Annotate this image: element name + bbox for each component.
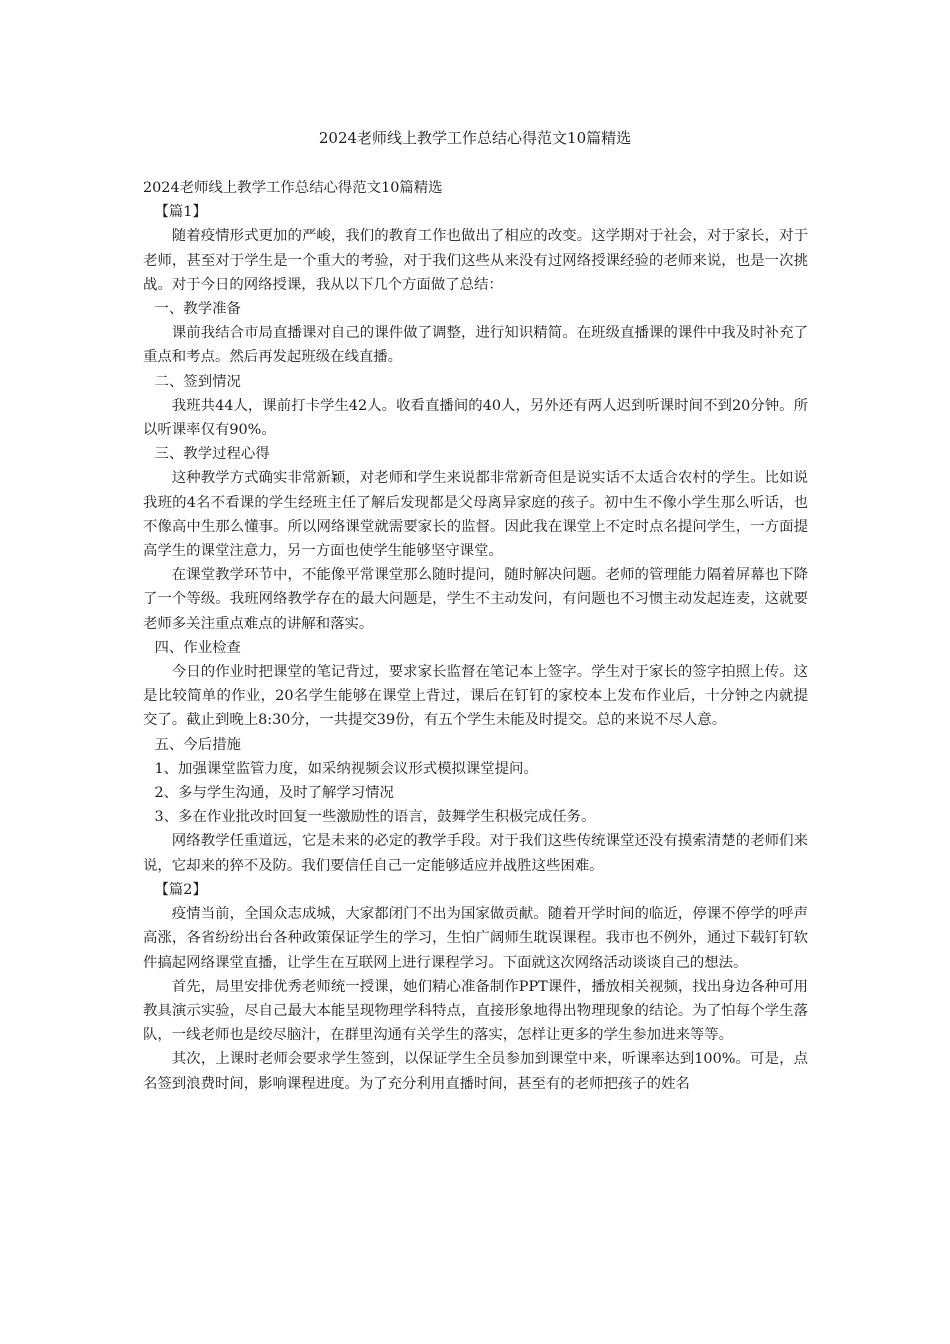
paragraph: 2、多与学生沟通，及时了解学习情况 [154, 785, 394, 802]
paragraph: 2024老师线上教学工作总结心得范文10篇精选 [143, 180, 443, 196]
paragraph: 一、教学准备 [154, 301, 241, 318]
paragraph: 疫情当前，全国众志成城，大家都闭门不出为国家做贡献。随着开学时间的临近，停课不停学的呼声高涨，各省纷纷出台各种政策保证学生的学习，生怕广阔师生耽误课程。我市也不例外，通过下载钉钉软件搞起网络课堂直播，让学生在互联网上进行课程学习。下面就这次网络活动谈谈自己的想法。 [143, 906, 808, 971]
document-title: 2024老师线上教学工作总结心得范文10篇精选 [318, 129, 632, 147]
paragraph: 【篇2】 [154, 881, 207, 898]
paragraph: 首先，局里安排优秀老师统一授课，她们精心准备制作PPT课件，播放相关视频，找出身边各种可用教具演示实验，尽自己最大本能呈现物理学科特点，直接形象地得出物理现象的结论。为了怕每个学生落队，一线老师也是绞尽脑汁，在群里沟通有关学生的落实，怎样让更多的学生参加进来等等。 [143, 978, 808, 1044]
paragraph: 五、今后措施 [154, 736, 241, 753]
document-body [143, 176, 808, 1096]
paragraph: 网络教学任重道远，它是未来的必定的教学手段。对于我们这些传统课堂还没有摸索清楚的老师们来说，它却来的猝不及防。我们要信任自己一定能够适应并战胜这些困难。 [143, 833, 808, 874]
paragraph: 1、加强课堂监管力度，如采纳视频会议形式模拟课堂提问。 [154, 760, 538, 777]
paragraph: 其次，上课时老师会要求学生签到，以保证学生全员参加到课堂中来，听课率达到100%。可是，点名签到浪费时间，影响课程进度。为了充分利用直播时间，甚至有的老师把孩子的姓名 [143, 1051, 808, 1092]
paragraph: 这种教学方式确实非常新颖，对老师和学生来说都非常新奇但是说实话不太适合农村的学生。比如说我班的4名不看课的学生经班主任了解后发现都是父母离异家庭的孩子。初中生不像小学生那么听话，也不像高中生那么懂事。所以网络课堂就需要家长的监督。因此我在课堂上不定时点名提问学生，一方面提高学生的课堂注意力，另一方面也使学生能够坚守课堂。 [143, 470, 808, 560]
paragraph: 我班共44人，课前打卡学生42人。收看直播间的40人，另外还有两人迟到听课时间不到20分钟。所以听课率仅有90%。 [143, 397, 808, 439]
paragraph: 【篇1】 [154, 204, 207, 221]
paragraph: 二、签到情况 [154, 373, 241, 390]
paragraph: 在课堂教学环节中，不能像平常课堂那么随时提问，随时解决问题。老师的管理能力隔着屏幕也下降了一个等级。我班网络教学存在的最大问题是，学生不主动发问，有问题也不习惯主动发起连麦，这就要老师多关注重点难点的讲解和落实。 [143, 567, 808, 632]
paragraph: 三、教学过程心得 [154, 446, 270, 463]
paragraph: 四、作业检查 [154, 639, 241, 656]
paragraph: 3、多在作业批改时回复一些激励性的语言，鼓舞学生积极完成任务。 [154, 809, 596, 826]
paragraph: 今日的作业时把课堂的笔记背过，要求家长监督在笔记本上签字。学生对于家长的签字拍照上传。这是比较简单的作业，20名学生能够在课堂上背过，课后在钉钉的家校本上发布作业后，十分钟之内就提交了。截止到晚上8:30分，一共提交39份，有五个学生未能及时提交。总的来说不尽人意。 [143, 664, 808, 729]
paragraph: 随着疫情形式更加的严峻，我们的教育工作也做出了相应的改变。这学期对于社会，对于家长，对于老师，甚至对于学生是一个重大的考验，对于我们这些从来没有过网络授课经验的老师来说，也是一次挑战。对于今日的网络授课，我从以下几个方面做了总结： [143, 228, 808, 293]
paragraph: 课前我结合市局直播课对自己的课件做了调整，进行知识精简。在班级直播课的课件中我及时补充了重点和考点。然后再发起班级在线直播。 [143, 325, 808, 366]
